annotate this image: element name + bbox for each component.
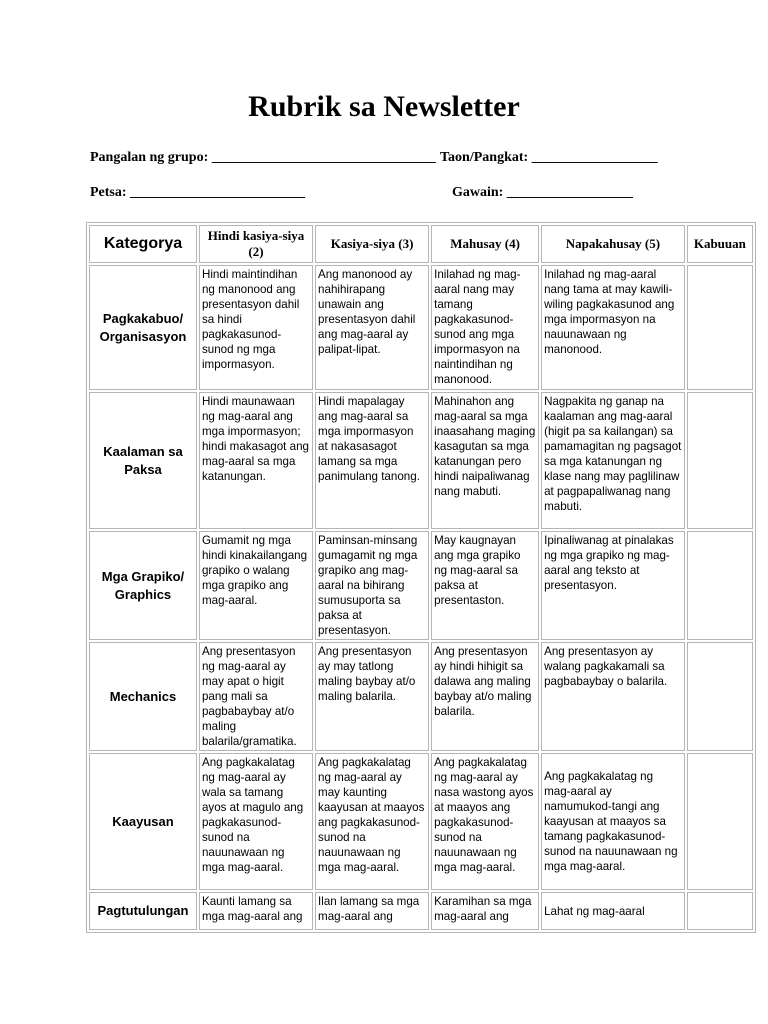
table-header-row xyxy=(89,225,753,263)
criteria-cell: Ang pagkakalatag ng mag-aaral ay wala sa tamang ayos at magulo ang pagkakasunod-sunod na nauunawaan ng mga mag-aaral. xyxy=(199,753,313,890)
header-level-2: Hindi kasiya-siya (2) xyxy=(199,225,313,263)
total-cell xyxy=(687,392,753,529)
category-cell: Kaayusan xyxy=(89,753,197,890)
criteria-cell: Ang presentasyon ay hindi hihigit sa dalawa ang maling baybay at/o maling balarila. xyxy=(431,642,539,751)
total-cell xyxy=(687,753,753,890)
category-cell: Mga Grapiko/ Graphics xyxy=(89,531,197,640)
category-cell: Mechanics xyxy=(89,642,197,751)
header-level-3: Kasiya-siya (3) xyxy=(315,225,429,263)
table-row xyxy=(89,892,753,930)
criteria-cell: Ang pagkakalatag ng mag-aaral ay namumukod-tangi ang kaayusan at maayos sa tamang pagkakasunod-sunod na nauunawaan ng mga mag-aaral. xyxy=(541,753,685,890)
criteria-cell: Gumamit ng mga hindi kinakailangang grapiko o walang mga grapiko ang mag-aaral. xyxy=(199,531,313,640)
total-cell xyxy=(687,642,753,751)
criteria-cell: Ilan lamang sa mga mag-aaral ang xyxy=(315,892,429,930)
criteria-cell: Ipinaliwanag at pinalakas ng mga grapiko ng mag-aaral ang teksto at presentasyon. xyxy=(541,531,685,640)
group-name-field: Pangalan ng grupo: ________________________________ xyxy=(90,150,436,165)
table-row xyxy=(89,642,753,751)
table-row xyxy=(89,753,753,890)
year-section-field: Taon/Pangkat: __________________ xyxy=(440,150,658,165)
category-cell: Pagkakabuo/ Organisasyon xyxy=(89,265,197,390)
table-row xyxy=(89,265,753,390)
criteria-cell: May kaugnayan ang mga grapiko ng mag-aaral sa paksa at presentaston. xyxy=(431,531,539,640)
header-level-4: Mahusay (4) xyxy=(431,225,539,263)
table-row xyxy=(89,531,753,640)
date-field: Petsa: _________________________ xyxy=(90,185,306,200)
header-kabuuan: Kabuuan xyxy=(687,225,753,263)
criteria-cell: Kaunti lamang sa mga mag-aaral ang xyxy=(199,892,313,930)
criteria-cell: Paminsan-minsang gumagamit ng mga grapiko ang mag-aaral na bihirang sumusuporta sa paksa at presentasyon. xyxy=(315,531,429,640)
criteria-cell: Nagpakita ng ganap na kaalaman ang mag-aaral (higit pa sa kailangan) sa pamamagitan ng pagsagot sa mga katanungan ng klase nang may paglilinaw at pagpapaliwanag nang mabuti. xyxy=(541,392,685,529)
total-cell xyxy=(687,531,753,640)
criteria-cell: Mahinahon ang mag-aaral sa mga inaasahang maging kasagutan sa mga katanungan pero hindi naipaliwanag nang mabuti. xyxy=(431,392,539,529)
category-cell: Kaalaman sa Paksa xyxy=(89,392,197,529)
total-cell xyxy=(687,265,753,390)
header-kategorya: Kategorya xyxy=(89,225,197,263)
total-cell xyxy=(687,892,753,930)
criteria-cell: Ang presentasyon ng mag-aaral ay may apat o higit pang mali sa pagbabaybay at/o maling balarila/gramatika. xyxy=(199,642,313,751)
criteria-cell: Hindi maunawaan ng mag-aaral ang mga impormasyon; hindi makasagot ang mag-aaral sa mga katanungan. xyxy=(199,392,313,529)
criteria-cell: Ang presentasyon ay walang pagkakamali sa pagbabaybay o balarila. xyxy=(541,642,685,751)
criteria-cell: Ang manonood ay nahihirapang unawain ang presentasyon dahil ang mag-aaral ay palipat-lipat. xyxy=(315,265,429,390)
rubric-table xyxy=(86,222,756,933)
category-cell: Pagtutulungan xyxy=(89,892,197,930)
criteria-cell: Ang presentasyon ay may tatlong maling baybay at/o maling balarila. xyxy=(315,642,429,751)
criteria-cell: Hindi mapalagay ang mag-aaral sa mga impormasyon at nakasasagot lamang sa mga panimulang tanong. xyxy=(315,392,429,529)
header-level-5: Napakahusay (5) xyxy=(541,225,685,263)
criteria-cell: Karamihan sa mga mag-aaral ang xyxy=(431,892,539,930)
document-title: Rubrik sa Newsletter xyxy=(248,90,520,123)
criteria-cell: Lahat ng mag-aaral xyxy=(541,892,685,930)
criteria-cell: Hindi maintindihan ng manonood ang presentasyon dahil sa hindi pagkakasunod-sunod ng mga impormasyon. xyxy=(199,265,313,390)
criteria-cell: Inilahad ng mag-aaral nang tama at may kawili-wiling pagkakasunod ang mga impormasyon na nauunawaan ng manonood. xyxy=(541,265,685,390)
criteria-cell: Ang pagkakalatag ng mag-aaral ay nasa wastong ayos at maayos ang pagkakasunod-sunod na nauunawaan ng mga mag-aaral. xyxy=(431,753,539,890)
table-row xyxy=(89,392,753,529)
criteria-cell: Ang pagkakalatag ng mag-aaral ay may kaunting kaayusan at maayos ang pagkakasunod-sunod na nauunawaan ng mga mag-aaral. xyxy=(315,753,429,890)
criteria-cell: Inilahad ng mag-aaral nang may tamang pagkakasunod-sunod ang mga impormasyon na naintindihan ng manonood. xyxy=(431,265,539,390)
activity-field: Gawain: __________________ xyxy=(452,185,633,200)
